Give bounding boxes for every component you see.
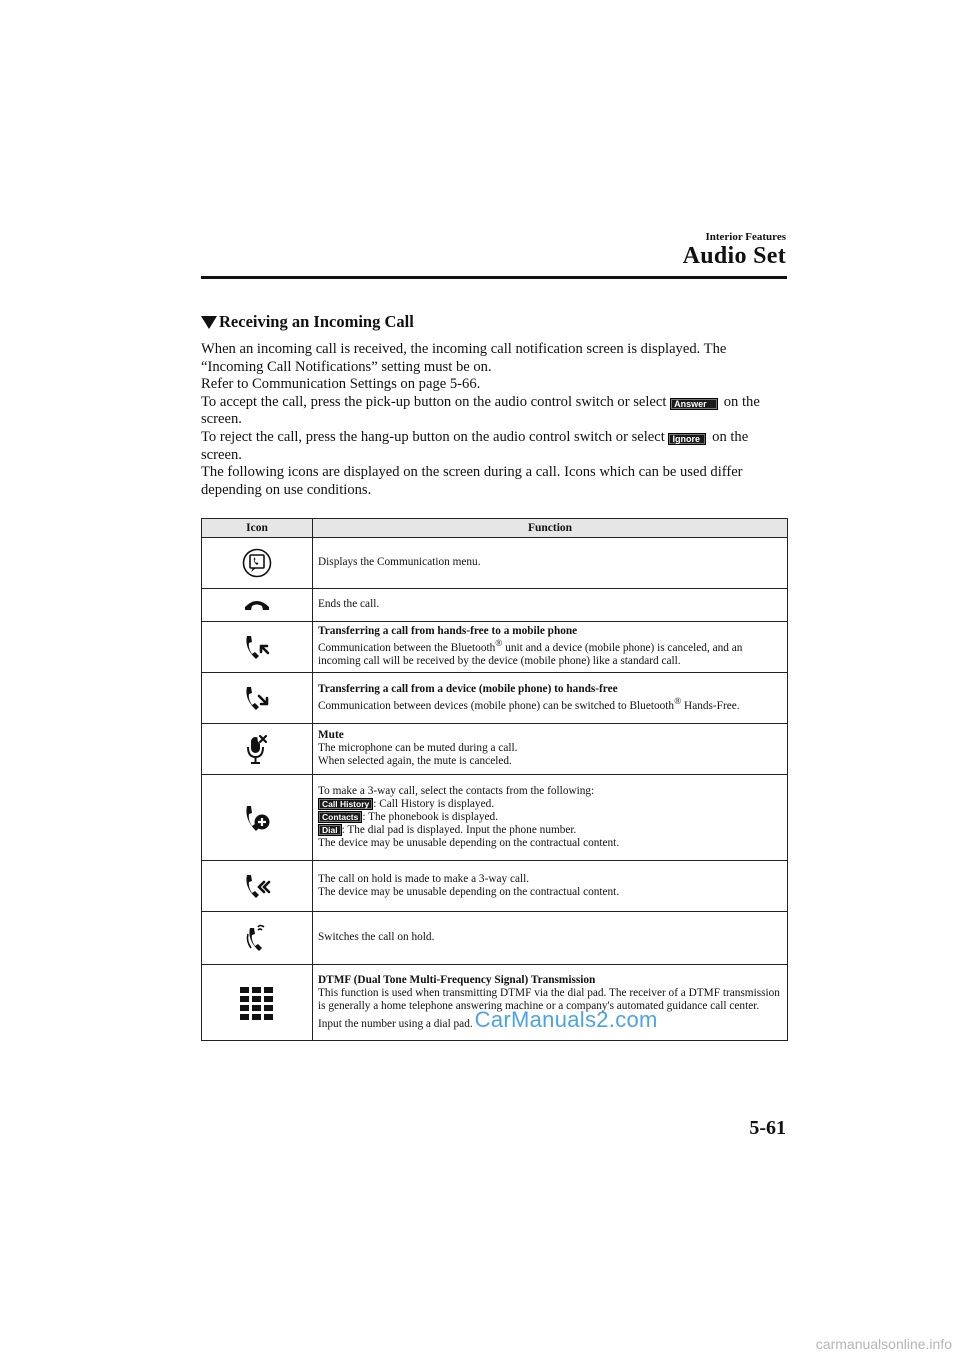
- table-row: [202, 673, 788, 724]
- function-cell: [313, 538, 788, 589]
- function-text: To make a 3-way call, select the contacts from the following:: [318, 784, 595, 797]
- table-row: [202, 724, 788, 775]
- function-cell: [313, 673, 788, 724]
- icon-function-table: [201, 518, 788, 1041]
- function-cell: [313, 912, 788, 965]
- page-number: 5-61: [749, 1117, 786, 1139]
- paragraph-reject: [201, 429, 791, 464]
- table-row: [202, 775, 788, 861]
- function-text: [318, 638, 782, 668]
- transfer-to-mobile-icon: [242, 631, 272, 663]
- hold-call-icon: [242, 921, 272, 955]
- function-text: The microphone can be muted during a call.: [318, 742, 518, 754]
- add-call-icon: [242, 801, 272, 835]
- function-title: Mute: [318, 729, 344, 741]
- header-function: Function: [313, 519, 788, 538]
- triangle-bullet-icon: [201, 316, 217, 329]
- end-call-icon: [244, 598, 270, 612]
- page-title: Audio Set: [682, 243, 786, 269]
- icon-cell: [202, 912, 313, 965]
- function-cell: [313, 724, 788, 775]
- header-icon: Icon: [202, 519, 313, 538]
- table-row: [202, 589, 788, 622]
- reject-text-end: on the screen.: [201, 428, 749, 463]
- function-title: Transferring a call from hands-free to a mobile phone: [318, 625, 578, 638]
- reject-text: To reject the call, press the hang-up button on the audio control switch or select: [201, 428, 665, 445]
- table-row: [202, 861, 788, 912]
- dial-pad-icon: [239, 985, 275, 1021]
- function-cell: [313, 861, 788, 912]
- icon-cell: [202, 538, 313, 589]
- paragraph-reference: Refer to Communication Settings on page 5-66.: [201, 376, 481, 393]
- footer-domain: carmanualsonline.info: [815, 1336, 952, 1352]
- dial-button-image: Dial: [318, 824, 342, 836]
- icon-cell: [202, 622, 313, 673]
- function-title: DTMF (Dual Tone Multi-Frequency Signal) Transmission: [318, 973, 596, 986]
- accept-text: To accept the call, press the pick-up button on the audio control switch or select: [201, 393, 667, 410]
- function-cell: [313, 622, 788, 673]
- communication-menu-icon: [242, 548, 272, 578]
- table-row: [202, 622, 788, 673]
- function-text: When selected again, the mute is canceled.: [318, 755, 512, 767]
- table-row: [202, 965, 788, 1041]
- table-header-row: [202, 519, 788, 538]
- function-cell: [313, 589, 788, 622]
- icon-cell: [202, 775, 313, 861]
- watermark: CarManuals2.com: [474, 1006, 658, 1032]
- text-part: Communication between devices (mobile phone) can be switched to Bluetooth: [318, 699, 675, 712]
- paragraph-icons-intro: The following icons are displayed on the screen during a call. Icons which can be used differ depending on use conditions.: [201, 464, 743, 498]
- section-heading: [201, 312, 414, 332]
- text-part: unit and a device (mobile phone) is canceled, and an incoming call will be received by the device (mobile phone) like a standard call.: [318, 641, 743, 667]
- function-text: The device may be unusable depending on the contractual content.: [318, 836, 620, 849]
- text-part: Input the number using a dial pad.: [318, 1017, 473, 1030]
- option-line: [318, 811, 782, 824]
- paragraph-notification: When an incoming call is received, the incoming call notification screen is displayed. The “Incoming Call Notifications” setting must be on.: [201, 341, 727, 375]
- icon-cell: [202, 861, 313, 912]
- function-text: Ends the call.: [318, 598, 380, 610]
- function-text: This function is used when transmitting DTMF via the dial pad. The receiver of a DTMF transmission is generally a home telephone answering machine or a company's automated guidance call center.: [318, 986, 780, 1012]
- mute-icon: [244, 732, 270, 766]
- section-label: Interior Features: [705, 231, 786, 243]
- header-divider: [201, 276, 787, 279]
- merge-call-icon: [242, 870, 272, 902]
- ignore-button-image: Ignore: [668, 433, 706, 445]
- option-line: [318, 798, 782, 811]
- function-cell: [313, 775, 788, 861]
- option-text: : The dial pad is displayed. Input the phone number.: [341, 823, 577, 836]
- icon-cell: [202, 965, 313, 1041]
- table-row: [202, 538, 788, 589]
- function-title: Transferring a call from a device (mobile phone) to hands-free: [318, 682, 618, 695]
- section-heading-text: Receiving an Incoming Call: [219, 312, 414, 331]
- table-row: [202, 912, 788, 965]
- paragraph-accept: [201, 394, 791, 429]
- function-text: [318, 1006, 782, 1032]
- function-text: [318, 696, 782, 713]
- function-text: The call on hold is made to make a 3-way call.: [318, 872, 530, 885]
- icon-cell: [202, 589, 313, 622]
- option-line: [318, 824, 782, 837]
- text-part: Hands-Free.: [681, 699, 740, 712]
- transfer-to-handsfree-icon: [242, 682, 272, 714]
- function-text: Switches the call on hold.: [318, 931, 435, 943]
- body-text: [201, 341, 791, 499]
- contacts-button-image: Contacts: [318, 811, 362, 823]
- text-part: Communication between the Bluetooth: [318, 641, 496, 654]
- registered-mark: ®: [495, 639, 503, 650]
- option-text: : The phonebook is displayed.: [362, 810, 499, 823]
- accept-text-end: on the screen.: [201, 393, 760, 428]
- icon-cell: [202, 724, 313, 775]
- function-cell: [313, 965, 788, 1041]
- answer-button-image: Answer: [670, 398, 718, 410]
- function-text: Displays the Communication menu.: [318, 556, 481, 568]
- icon-cell: [202, 673, 313, 724]
- option-text: : Call History is displayed.: [373, 797, 495, 810]
- function-text: The device may be unusable depending on the contractual content.: [318, 885, 620, 898]
- registered-mark: ®: [674, 696, 682, 707]
- call-history-button-image: Call History: [318, 798, 373, 810]
